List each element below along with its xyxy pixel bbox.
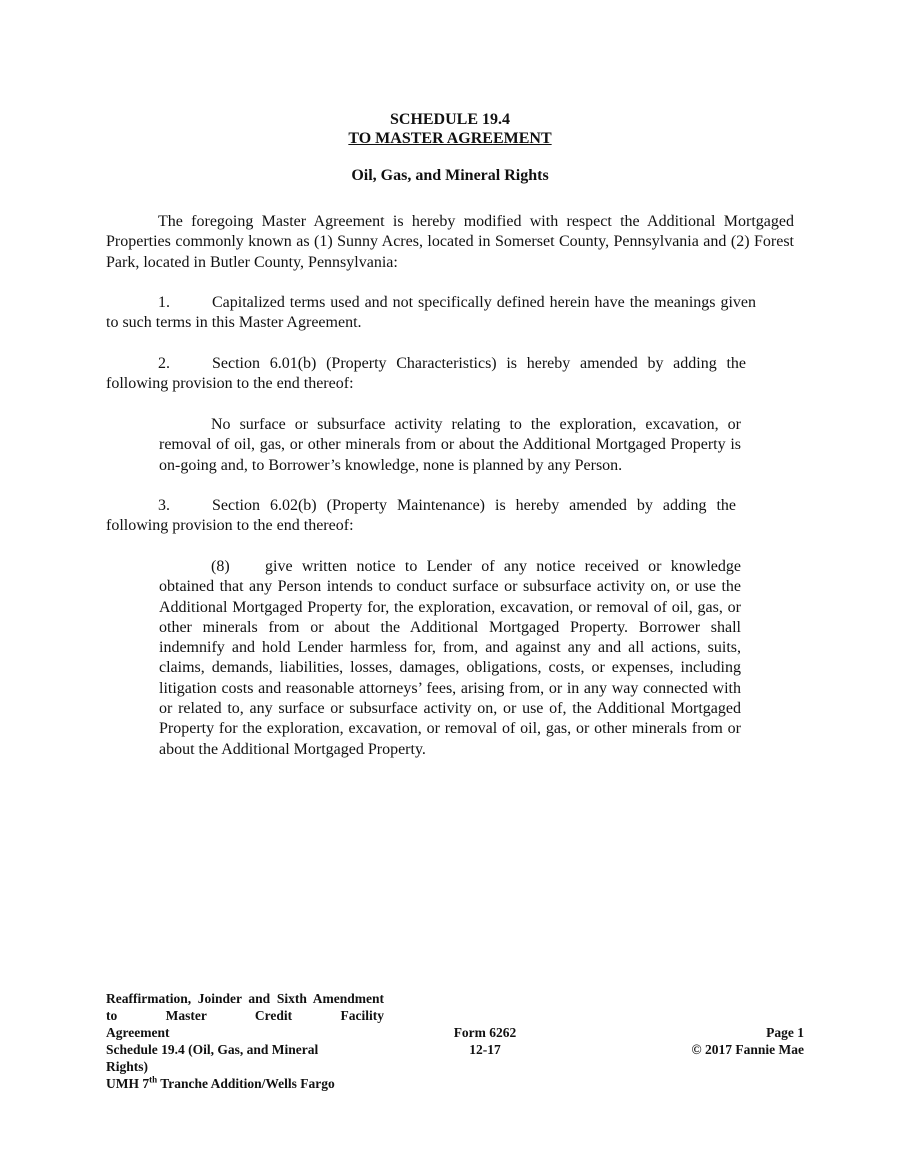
footer-title-line: Reaffirmation, Joinder and Sixth Amendment to Master Credit Facility <box>106 991 384 1023</box>
provision-block-maintenance <box>159 557 741 760</box>
footer-tranche-superscript: th <box>149 1074 158 1085</box>
page-number: Page 1 <box>766 1025 804 1040</box>
footer-tranche-prefix: UMH 7 <box>106 1076 150 1091</box>
subject-title: Oil, Gas, and Mineral Rights <box>351 167 549 184</box>
item-number: 3. <box>158 497 170 514</box>
item-number: 2. <box>158 355 170 372</box>
numbered-item-2 <box>106 354 746 395</box>
footer-schedule-line: Schedule 19.4 (Oil, Gas, and Mineral <box>106 1042 319 1057</box>
copyright-notice: © 2017 Fannie Mae <box>691 1042 804 1057</box>
footer-tranche-suffix: Tranche Addition/Wells Fargo <box>157 1076 335 1091</box>
provision-number: (8) <box>211 558 230 575</box>
footer-page-info <box>630 1024 804 1058</box>
item-text: Section 6.02(b) (Property Maintenance) is hereby amended by adding the following provision to the end thereof: <box>106 497 736 535</box>
item-number: 1. <box>158 294 170 311</box>
provision-text: give written notice to Lender of any notice received or knowledge obtained that any Person intends to conduct surface or subsurface activity on, or use the Additional Mortgaged Property for, the exploration, excavation, or removal of oil, gas, or other minerals from or about the Additional Mortgaged Property. Borrower shall indemnify and hold Lender harmless for, from, and against any and all actions, suits, claims, demands, liabilities, losses, damages, obligations, costs, or expenses, including litigation costs and reasonable attorneys’ fees, arising from, or in any way connected with or related to, any surface or subsurface activity on, or use of, the Additional Mortgaged Property for the exploration, excavation, or removal of oil, gas, or other minerals from or about the Additional Mortgaged Property. <box>159 558 741 758</box>
intro-paragraph: The foregoing Master Agreement is hereby modified with respect the Additional Mortgaged Properties commonly known as (1) Sunny Acres, located in Somerset County, Pennsylvania and (2) Forest Park, located in Butler County, Pennsylvania: <box>106 213 794 271</box>
numbered-item-1 <box>106 293 756 334</box>
schedule-title: SCHEDULE 19.4 <box>389 111 511 128</box>
footer-document-title <box>106 990 384 1092</box>
footer-form-info <box>420 1024 550 1058</box>
footer-schedule-line: Rights) <box>106 1059 149 1074</box>
provision-block-characteristics: No surface or subsurface activity relating to the exploration, excavation, or removal of oil, gas, or other minerals from or about the Additional Mortgaged Property is on-going and, to Borrower’s knowledge, none is planned by any Person. <box>159 416 741 474</box>
numbered-item-3 <box>106 496 736 537</box>
footer-tranche-line <box>106 1075 384 1092</box>
form-date: 12-17 <box>469 1042 501 1057</box>
item-text: Section 6.01(b) (Property Characteristics) is hereby amended by adding the following provision to the end thereof: <box>106 355 746 393</box>
item-text: Capitalized terms used and not specifically defined herein have the meanings given to such terms in this Master Agreement. <box>106 294 756 332</box>
form-number: Form 6262 <box>453 1025 517 1040</box>
footer-title-line: Agreement <box>106 1025 170 1040</box>
agreement-title: TO MASTER AGREEMENT <box>348 130 552 147</box>
